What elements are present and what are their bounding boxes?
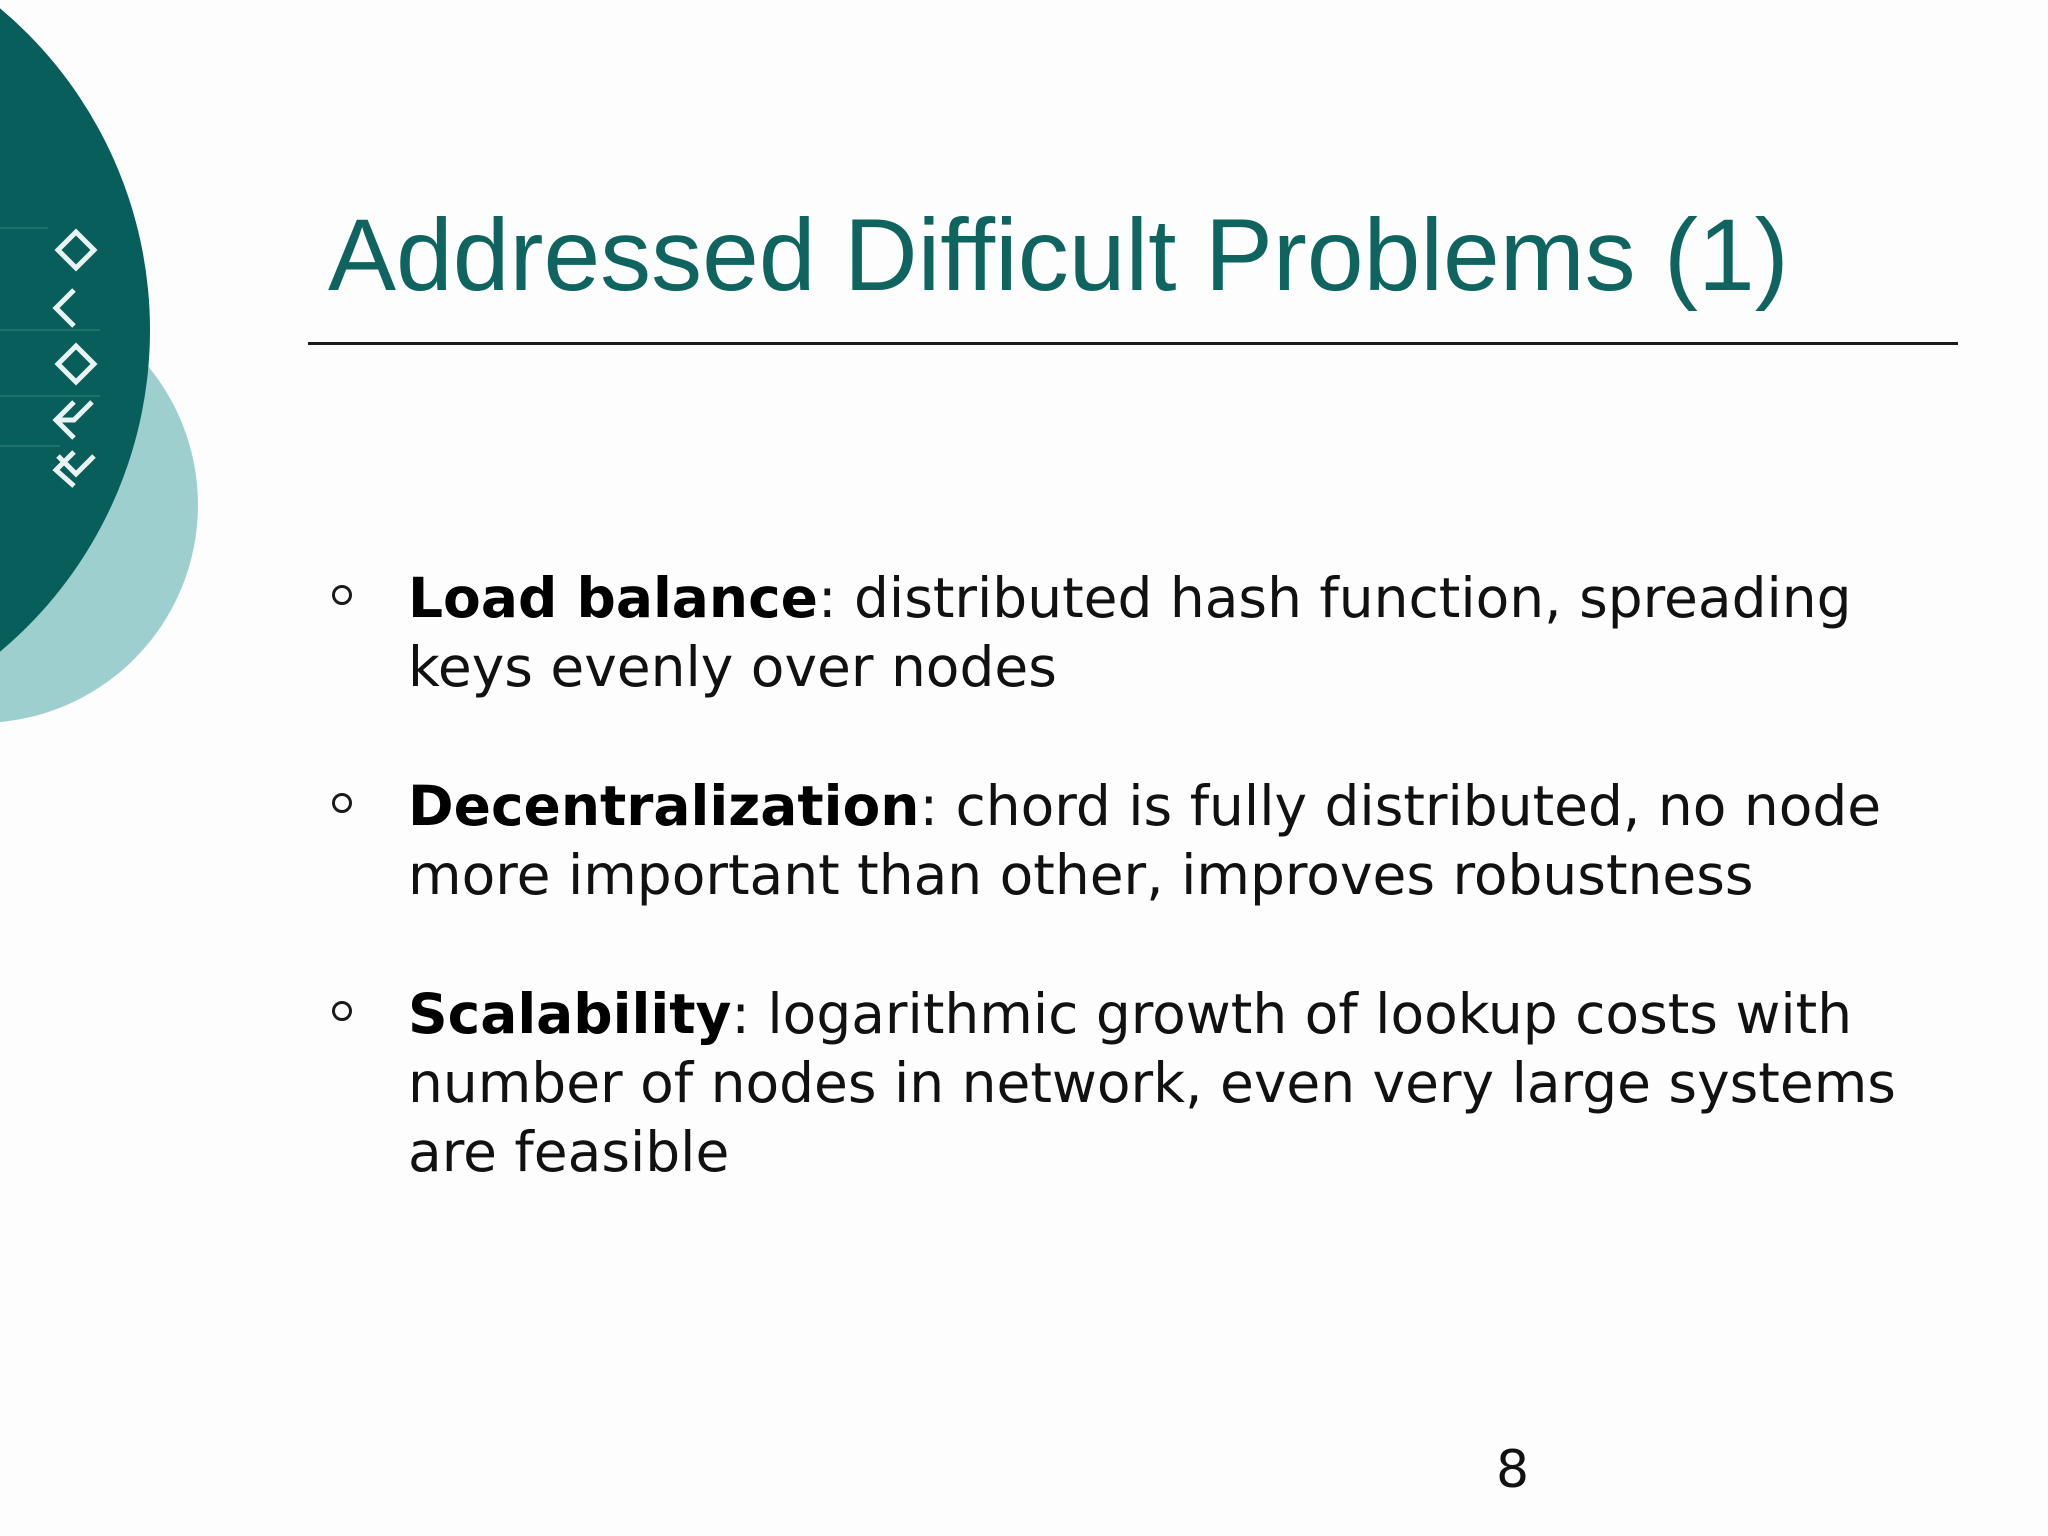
bullet-separator: : bbox=[919, 774, 938, 838]
bullet-text: logarithmic growth of lookup costs with number of nodes in network, even very large systems are feasible bbox=[408, 982, 1896, 1184]
bullet-separator: : bbox=[731, 982, 750, 1046]
page-number: 8 bbox=[1496, 1440, 1530, 1500]
bullet-text: distributed hash function, spreading keys evenly over nodes bbox=[408, 566, 1852, 699]
bullet-separator: : bbox=[817, 566, 837, 630]
bullet-item-decentralization bbox=[330, 772, 1970, 910]
hollow-circle-bullet-icon bbox=[332, 793, 352, 813]
hollow-circle-bullet-icon bbox=[332, 1001, 352, 1021]
bullet-list bbox=[330, 564, 1970, 1257]
bullet-term: Decentralization bbox=[408, 774, 920, 838]
bullet-term: Scalability bbox=[408, 982, 732, 1046]
bullet-text: chord is fully distributed, no node more important than other, improves robustness bbox=[408, 774, 1882, 907]
bullet-term: Load balance bbox=[408, 566, 818, 630]
title-divider bbox=[308, 342, 1958, 345]
bullet-item-load-balance bbox=[330, 564, 1970, 702]
decorative-circles bbox=[0, 0, 260, 840]
slide-title: Addressed Difficult Problems (1) bbox=[328, 198, 1789, 312]
hollow-circle-bullet-icon bbox=[332, 585, 352, 605]
bullet-item-scalability bbox=[330, 980, 1970, 1187]
